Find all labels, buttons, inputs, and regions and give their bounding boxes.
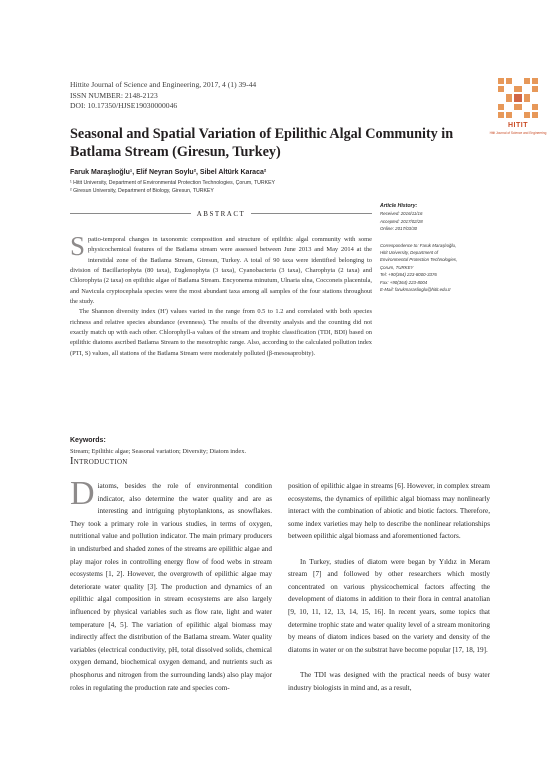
journal-issn: ISSN NUMBER: 2148-2123 — [70, 90, 158, 100]
abstract-drop-cap: S — [70, 231, 86, 261]
accepted-date: Accepted: 2017/02/28 — [380, 218, 423, 224]
keywords-text: Stream; Epilithic algae; Seasonal variation; Diversity; Diatom index. — [70, 448, 247, 455]
correspondence-heading: Correspondence to: Faruk Maraşlıoğlu, — [380, 242, 457, 248]
right-paragraph-1: position of epilithic algae in streams [6]. However, in complex stream ecosystems, the dynamics of epilithic algal biomass may nonlinearly interact with the combination of abiotic and biotic factors. Therefore, some index varieties may help to describe the nonlinear relationships between epilithic algal biomass and aforementioned factors. — [288, 482, 490, 541]
abstract-body — [70, 231, 372, 359]
received-date: Received: 2016/11/16 — [380, 211, 423, 217]
journal-info — [70, 80, 256, 112]
abstract-paragraph-1: patio-temporal changes in taxonomic composition and structure of epilithic algal community with some physicochemical features of the Batlama stream were assessed between June 2013 and May 2014 at the interstidal zone of the Batlama Stream, Giresun, Turkey. A total of 90 taxa were identified belonging to division of Bacillariophyta (80 taxa), Euglenophyta (3 taxa), Cyanobacteria (3 taxa), Charophyta (2 taxa) and Chlorophyta (2 taxa) on epilithic algae of Batlama Stream. Encyonema minutum, Ulnaria ulna, Cocconeis placentula, and Navicula cryptocephala species were the most abundant taxa among all samples of the four stations throughout the study. — [70, 236, 372, 306]
abstract-paragraph-2: The Shannon diversity index (H') values varied in the range from 0.5 to 1.2 and correlated with both species richness and relative species abundance (evenness). The results of the diversity analysis and the counting did not exactly match up with each other. Chlorophyll-a values of the stream and trophic classification (TDI, BDI) based on epilithic diatoms ascribed Batlama Stream to the mesotrophic range. Also, according to the calculated pollution index (PTI, S) values, all stations of the Batlama Stream were moderately polluted (β-mesosaprobity). — [70, 308, 372, 357]
journal-logo-icon — [496, 76, 540, 120]
body-left-column — [70, 475, 272, 694]
abstract-heading-text: ABSTRACT — [191, 210, 252, 218]
journal-citation: Hittite Journal of Science and Engineering, 2017, 4 (1) 39-44 — [70, 80, 257, 89]
correspondence-line: Environmental Protection Technologies, — [380, 257, 458, 263]
paper-title: Seasonal and Spatial Variation of Epilithic Algal Community in Batlama Stream (Giresun, Turkey) — [70, 126, 454, 160]
body-right-column — [288, 480, 490, 694]
journal-doi: DOI: 10.17350/HJSE19030000046 — [70, 101, 178, 110]
affiliation-1: ¹ Hitit University, Department of Environmental Protection Technologies, Çorum, TURKEY — [70, 180, 275, 186]
correspondence-tel: Tel: +90(364) 223-8000-3376 — [380, 272, 437, 278]
correspondence-line: Çorum, TURKEY — [380, 264, 414, 270]
intro-paragraph-1: iatoms, besides the role of environmental condition indicator, also determine the water quality and are as interesting and intriguing phytoplanktons, as snowflakes. They took a primary role in various studies, in terms of oxygen, nutritional value and pollution indicator. The main primary producers in undisturbed and shaded zones of the streams are epilithic algae and play major roles in controlling energy flow of food webs in stream ecosystems [1, 2]. However, the overgrowth of epilithic algae may deteriorate water quality [3]. The production and dynamics of an epilithic algal composition in stream ecosystems are also largely influenced by physical variables such as flow rate, light and water temperature [4, 5]. The variation of epilithic algal biomass may indirectly affect the distribution of the Batlama stream. Water quality variables (electrical conductivity, pH, total dissolved solids, chemical oxygen demand, biochemical oxygen demand, and nutrients such as phosphorus and nitrogen from the surrounding lands) also play major roles in regulating the production rate and species com- — [70, 482, 272, 692]
logo-word: HITIT — [508, 122, 528, 129]
correspondence-email[interactable]: E-Mail: farukmaraslioglu@hitit.edu.tr — [380, 287, 451, 293]
intro-drop-cap: D — [70, 475, 95, 512]
authors: Faruk Maraşlıoğlu¹, Elif Neyran Soylu², Sibel Altürk Karaca² — [70, 169, 267, 176]
online-date: Online: 2017/03/30 — [380, 226, 418, 232]
article-info-box — [380, 203, 490, 293]
introduction-heading: Introduction — [70, 456, 128, 467]
logo-subtitle: Hitit Journal of Science and Engineering — [489, 131, 547, 135]
right-paragraph-3: The TDI was designed with the practical needs of busy water industry biologists in mind and, as a result, — [288, 670, 490, 692]
right-paragraph-2: In Turkey, studies of diatom were began by Yıldız in Meram stream [7] and followed by other researchers which mostly concentrated on various physicochemical factors affecting the development of diatoms in addition to their flora in central anatolian [9, 10, 11, 12, 13, 14, 15, 16]. In recent years, some topics that determine trophic state and water quality level of a stream monitoring by means of diatom indices based on the variety and density of the diatoms in water or on the substrat have become popular [17, 18, 19]. — [288, 557, 490, 654]
affiliation-2: ² Giresun University, Department of Biology, Giresun, TURKEY — [70, 188, 214, 194]
article-history-heading: Article History: — [380, 203, 418, 209]
abstract-heading — [70, 210, 372, 218]
correspondence-fax: Fax: +90(364) 223-8004 — [380, 279, 428, 285]
keywords-heading: Keywords: — [70, 437, 106, 444]
correspondence-line: Hitit University, Department of — [380, 250, 438, 256]
